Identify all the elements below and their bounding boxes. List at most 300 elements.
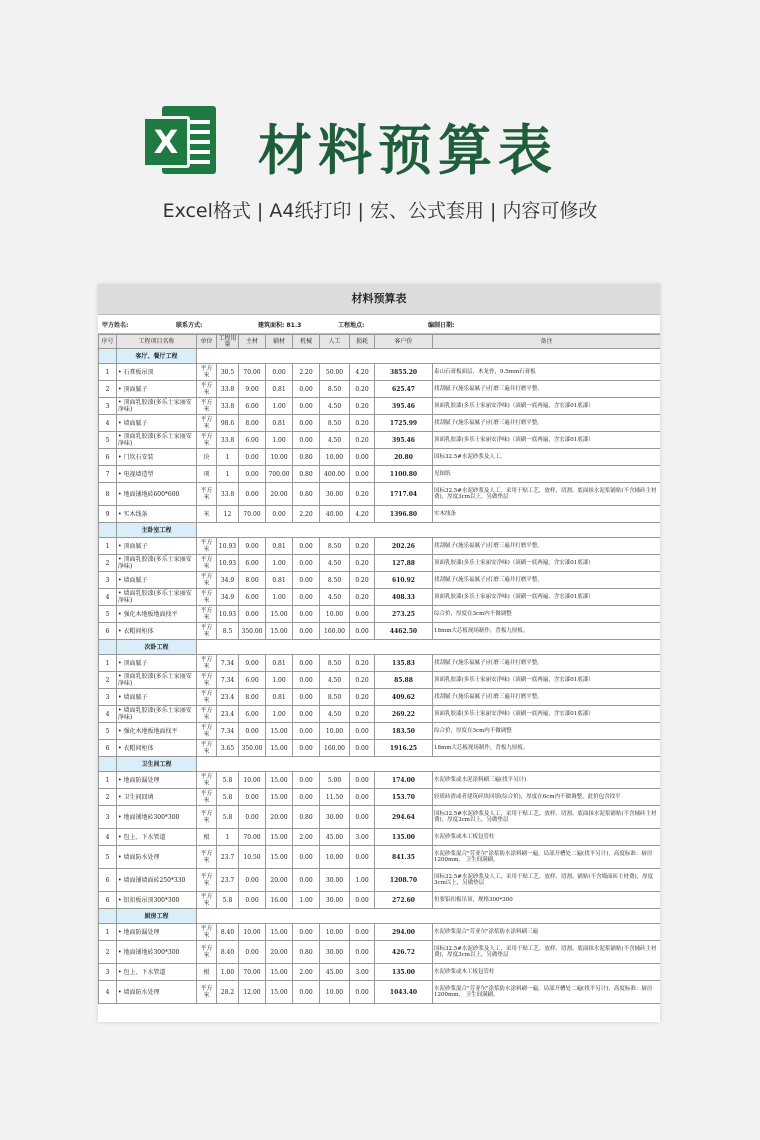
table-cell: 找刮腻子(施乐福腻子)打磨三遍并打磨平整。: [433, 381, 661, 398]
table-cell: 350.00: [239, 740, 266, 757]
table-cell: 0.00: [239, 449, 266, 466]
table-cell: 395.46: [375, 398, 433, 415]
section-title: 主卧室工程: [117, 523, 197, 538]
table-cell: 6.00: [239, 706, 266, 723]
table-cell: 33.8: [217, 432, 239, 449]
table-cell: 6.00: [239, 589, 266, 606]
table-cell: 平方米: [197, 672, 217, 689]
table-cell: 12.00: [239, 981, 266, 1004]
section-title: 卫生间工程: [117, 757, 197, 772]
column-header: 损耗: [350, 335, 375, 349]
table-cell: 4.20: [350, 506, 375, 523]
table-cell: 1916.25: [375, 740, 433, 757]
section-title: 次卧工程: [117, 640, 197, 655]
table-cell: 0.20: [350, 381, 375, 398]
table-cell: 294.64: [375, 806, 433, 829]
table-cell: 0.00: [239, 483, 266, 506]
table-cell: 0.80: [293, 483, 320, 506]
table-cell: 平方米: [197, 589, 217, 606]
table-cell: 15.00: [266, 606, 293, 623]
table-cell: 8.00: [239, 689, 266, 706]
table-cell: 30.00: [320, 806, 350, 829]
table-cell: 10.00: [320, 606, 350, 623]
table-row: [99, 706, 661, 723]
spreadsheet-preview: [98, 284, 660, 1022]
table-cell: 水泥砂浆或木工板包管柱: [433, 829, 661, 846]
table-cell: 2: [99, 381, 117, 398]
table-cell: 0.00: [239, 723, 266, 740]
table-cell: 块: [197, 449, 217, 466]
table-cell: 泰山石膏板面层，木龙骨，9.5mm石膏板: [433, 364, 661, 381]
table-row: [99, 892, 661, 909]
table-cell: 28.2: [217, 981, 239, 1004]
table-cell: 0.81: [266, 689, 293, 706]
table-cell: 0.20: [350, 672, 375, 689]
table-cell: 6: [99, 740, 117, 757]
table-row: [99, 672, 661, 689]
table-cell: 3: [99, 572, 117, 589]
table-cell: 15.00: [266, 723, 293, 740]
table-cell: 1.00: [266, 432, 293, 449]
table-row: [99, 846, 661, 869]
table-cell: 恒要铝扣板吊顶，规格300*300: [433, 892, 661, 909]
table-row: [99, 555, 661, 572]
table-cell: 0.20: [350, 432, 375, 449]
table-cell: 水泥砂浆混合"劳亚尔"涂浆防水涂料刷一遍，局部开槽处二遍(找平另计)，高度标准：厨房1200mm， 卫生间满刷。: [433, 846, 661, 869]
section-spacer: [99, 523, 117, 538]
table-cell: • 墙面防水处理: [117, 846, 197, 869]
table-row: [99, 398, 661, 415]
section-spacer: [99, 349, 117, 364]
table-cell: 5.8: [217, 892, 239, 909]
table-cell: 综合价，厚度在3cm内不做调整: [433, 723, 661, 740]
table-cell: 8.5: [217, 623, 239, 640]
table-cell: 找刮腻子(施乐福腻子)打磨三遍并打磨平整。: [433, 655, 661, 672]
table-cell: 1: [217, 449, 239, 466]
table-cell: 10.00: [239, 924, 266, 941]
table-body: [99, 349, 661, 1004]
table-cell: • 地面防漏处理: [117, 924, 197, 941]
table-cell: 0.81: [266, 538, 293, 555]
table-cell: 2.00: [293, 964, 320, 981]
table-cell: 15.00: [266, 846, 293, 869]
table-cell: 0.00: [293, 606, 320, 623]
table-cell: 18mm大芯板现场制作，背板九厘板。: [433, 623, 661, 640]
table-cell: 8.50: [320, 381, 350, 398]
table-cell: 9.00: [239, 538, 266, 555]
table-cell: 平方米: [197, 364, 217, 381]
table-cell: 0.00: [239, 789, 266, 806]
section-filler: [197, 909, 661, 924]
table-cell: 3: [99, 689, 117, 706]
table-cell: • 顶面腻子: [117, 381, 197, 398]
table-cell: 平方米: [197, 924, 217, 941]
table-cell: 4.20: [350, 364, 375, 381]
table-cell: 3.65: [217, 740, 239, 757]
table-cell: 0.20: [350, 655, 375, 672]
table-cell: • 墙面腻子: [117, 572, 197, 589]
table-cell: • 地面铺地砖300*300: [117, 806, 197, 829]
table-cell: • 铝扣板吊顶300*300: [117, 892, 197, 909]
table-cell: 顶面乳胶漆(多乐士家丽安净味)（滚刷一底两遍，含宏漆01底漆）: [433, 555, 661, 572]
table-cell: • 顶面腻子: [117, 655, 197, 672]
table-row: [99, 381, 661, 398]
table-cell: 平方米: [197, 623, 217, 640]
table-cell: 综合价，厚度在3cm内不做调整: [433, 606, 661, 623]
area-label: 建筑面积: 81.3: [258, 322, 302, 329]
page-subtitle: Excel格式 | A4纸打印 | 宏、公式套用 | 内容可修改: [162, 200, 598, 222]
table-cell: 85.88: [375, 672, 433, 689]
table-cell: 5: [99, 723, 117, 740]
page-title: 材料预算表: [258, 118, 558, 182]
section-filler: [197, 757, 661, 772]
section-spacer: [99, 909, 117, 924]
table-row: [99, 964, 661, 981]
table-cell: • 包上、下水管道: [117, 964, 197, 981]
table-cell: 0.81: [266, 381, 293, 398]
table-row: [99, 506, 661, 523]
table-cell: 40.00: [320, 506, 350, 523]
table-cell: 50.00: [320, 364, 350, 381]
table-cell: 0.00: [239, 806, 266, 829]
table-cell: 23.7: [217, 846, 239, 869]
table-cell: 272.60: [375, 892, 433, 909]
table-row: [99, 572, 661, 589]
table-cell: 4: [99, 981, 117, 1004]
column-header: 机械: [293, 335, 320, 349]
table-cell: 国标32.5#水泥砂浆及人工，采用干贴工艺，放样、切割、底面抹水泥浆铺贴(不含辅砖主材费)，厚度3cm以上，另做垫层: [433, 941, 661, 964]
table-cell: 174.00: [375, 772, 433, 789]
table-row: [99, 740, 661, 757]
table-cell: 15.00: [266, 740, 293, 757]
table-cell: 8.50: [320, 689, 350, 706]
table-cell: 平方米: [197, 555, 217, 572]
table-cell: 顶面乳胶漆(多乐士家丽安净味)（滚刷一底两遍，含宏漆01底漆）: [433, 706, 661, 723]
table-cell: 国标32.5#水泥砂浆及人工。: [433, 449, 661, 466]
table-cell: 0.00: [293, 846, 320, 869]
table-cell: 1.00: [266, 672, 293, 689]
table-cell: 9: [99, 506, 117, 523]
table-cell: 7.34: [217, 672, 239, 689]
table-cell: 23.4: [217, 689, 239, 706]
table-cell: 平方米: [197, 806, 217, 829]
table-cell: 0.81: [266, 655, 293, 672]
table-cell: 1: [217, 829, 239, 846]
table-cell: 135.00: [375, 964, 433, 981]
table-cell: 153.70: [375, 789, 433, 806]
table-cell: 0.00: [293, 924, 320, 941]
table-cell: 408.33: [375, 589, 433, 606]
table-cell: 0.20: [350, 483, 375, 506]
table-cell: 平方米: [197, 740, 217, 757]
table-cell: 0.00: [350, 606, 375, 623]
table-row: [99, 432, 661, 449]
section-title: 厨房工程: [117, 909, 197, 924]
table-cell: • 墙面腻子: [117, 415, 197, 432]
table-cell: 平方米: [197, 892, 217, 909]
table-cell: 平方米: [197, 941, 217, 964]
table-cell: 30.5: [217, 364, 239, 381]
table-cell: 1: [99, 924, 117, 941]
table-cell: 10.00: [320, 723, 350, 740]
table-cell: 8.00: [239, 572, 266, 589]
table-cell: 4: [99, 706, 117, 723]
table-cell: 0.00: [293, 381, 320, 398]
table-cell: 70.00: [239, 506, 266, 523]
table-cell: • 卫生间回填: [117, 789, 197, 806]
table-cell: 0.20: [350, 689, 375, 706]
table-row: [99, 623, 661, 640]
table-cell: 135.00: [375, 829, 433, 846]
table-cell: 国标32.5#水泥砂浆及人工，采用干贴工艺，放样、切割、底面抹水泥浆铺贴(不含辅砖主材费)，厚度3cm以上，另做垫层: [433, 806, 661, 829]
section-spacer: [99, 757, 117, 772]
table-cell: 4.50: [320, 398, 350, 415]
table-cell: 269.22: [375, 706, 433, 723]
section-title: 客厅、餐厅工程: [117, 349, 197, 364]
table-cell: 1043.40: [375, 981, 433, 1004]
section-filler: [197, 640, 661, 655]
table-cell: 8.00: [239, 415, 266, 432]
table-cell: 0.00: [350, 449, 375, 466]
table-cell: 0.00: [293, 655, 320, 672]
table-cell: 4: [99, 829, 117, 846]
table-cell: 1.00: [293, 892, 320, 909]
table-cell: • 强化木地板地面找平: [117, 723, 197, 740]
table-cell: 15.00: [266, 772, 293, 789]
table-cell: 7.34: [217, 655, 239, 672]
table-row: [99, 364, 661, 381]
table-cell: 395.46: [375, 432, 433, 449]
table-cell: 20.00: [266, 806, 293, 829]
table-cell: 国标32.5#水泥砂浆及人工，采用干贴工艺，放样、切割、底面抹水泥浆铺贴(不含辅砖主材费)，厚度3cm以上，另做垫层: [433, 483, 661, 506]
table-cell: 20.80: [375, 449, 433, 466]
table-cell: 水泥砂浆或水泥涂料刷三遍(找平另计): [433, 772, 661, 789]
table-cell: 33.8: [217, 381, 239, 398]
table-cell: 2.20: [293, 506, 320, 523]
table-cell: 20.00: [266, 869, 293, 892]
table-cell: 找刮腻子(施乐福腻子)打磨三遍并打磨平整。: [433, 415, 661, 432]
column-header: 工程项目名称: [117, 335, 197, 349]
table-row: [99, 924, 661, 941]
table-cell: 平方米: [197, 981, 217, 1004]
table-cell: 10.00: [320, 846, 350, 869]
table-cell: 5.8: [217, 789, 239, 806]
table-cell: 0.00: [239, 606, 266, 623]
table-cell: 610.92: [375, 572, 433, 589]
section-spacer: [99, 640, 117, 655]
table-cell: 1: [99, 538, 117, 555]
table-cell: 0.00: [293, 789, 320, 806]
table-cell: 10.93: [217, 606, 239, 623]
table-cell: 70.00: [239, 829, 266, 846]
table-cell: 15.00: [266, 789, 293, 806]
table-cell: 6.00: [239, 398, 266, 415]
table-cell: 5.00: [320, 772, 350, 789]
table-cell: • 石膏板吊顶: [117, 364, 197, 381]
table-cell: 5: [99, 606, 117, 623]
table-cell: 平方米: [197, 432, 217, 449]
column-header: 客户价: [375, 335, 433, 349]
table-cell: 10.00: [239, 772, 266, 789]
banner: [0, 0, 760, 260]
table-cell: 4.50: [320, 589, 350, 606]
section-filler: [197, 349, 661, 364]
table-cell: 平方米: [197, 606, 217, 623]
section-row: [99, 523, 661, 538]
table-cell: 127.88: [375, 555, 433, 572]
table-cell: 160.00: [320, 740, 350, 757]
table-cell: 实木线条: [433, 506, 661, 523]
table-cell: 国标32.5#水泥砂浆及人工，采用干贴工艺，放样、切割、铺贴(不含墙面砖主材费)，厚度3cm以上，另做垫层: [433, 869, 661, 892]
table-cell: 5: [99, 846, 117, 869]
table-cell: 45.00: [320, 964, 350, 981]
table-cell: 0.00: [293, 723, 320, 740]
table-cell: 7: [99, 466, 117, 483]
table-cell: 3: [99, 398, 117, 415]
table-cell: 4: [99, 589, 117, 606]
table-cell: 见图纸: [433, 466, 661, 483]
column-header: 序号: [99, 335, 117, 349]
table-cell: 23.4: [217, 706, 239, 723]
table-cell: 34.9: [217, 572, 239, 589]
table-cell: 0.00: [239, 892, 266, 909]
table-cell: 202.26: [375, 538, 433, 555]
table-cell: 1: [99, 364, 117, 381]
table-cell: 0.00: [350, 941, 375, 964]
section-row: [99, 640, 661, 655]
table-row: [99, 606, 661, 623]
table-cell: 294.00: [375, 924, 433, 941]
table-cell: 轻质砖渣或者建筑碎块回填(综合价)，厚度在6cm内不做调整，此价包含找平: [433, 789, 661, 806]
table-cell: 1.00: [266, 555, 293, 572]
table-cell: 30.00: [320, 869, 350, 892]
table-cell: 6: [99, 869, 117, 892]
table-cell: 平方米: [197, 655, 217, 672]
table-cell: 409.62: [375, 689, 433, 706]
table-cell: • 墙面腻子: [117, 689, 197, 706]
table-cell: 0.00: [293, 981, 320, 1004]
table-row: [99, 981, 661, 1004]
table-cell: 4.50: [320, 555, 350, 572]
table-cell: 10.00: [320, 981, 350, 1004]
table-cell: • 地面防漏处理: [117, 772, 197, 789]
table-cell: 找刮腻子(施乐福腻子)打磨三遍并打磨平整。: [433, 572, 661, 589]
table-cell: 160.00: [320, 623, 350, 640]
table-cell: 20.00: [266, 941, 293, 964]
table-cell: 4.50: [320, 672, 350, 689]
owner-label: 甲方姓名:: [102, 322, 129, 329]
table-cell: 426.72: [375, 941, 433, 964]
table-cell: • 墙面防水处理: [117, 981, 197, 1004]
table-row: [99, 772, 661, 789]
table-cell: 3.00: [350, 964, 375, 981]
table-cell: 8.50: [320, 415, 350, 432]
table-cell: 0.80: [293, 449, 320, 466]
table-cell: 1.00: [266, 398, 293, 415]
table-cell: 10.93: [217, 538, 239, 555]
table-cell: 1: [99, 772, 117, 789]
table-cell: 0.00: [293, 415, 320, 432]
table-cell: 1.00: [266, 706, 293, 723]
table-cell: 0.20: [350, 538, 375, 555]
table-cell: 4: [99, 415, 117, 432]
table-cell: 70.00: [239, 364, 266, 381]
table-cell: 183.50: [375, 723, 433, 740]
table-cell: 平方米: [197, 538, 217, 555]
table-cell: 0.00: [293, 572, 320, 589]
table-cell: 0.00: [350, 924, 375, 941]
table-cell: 2: [99, 789, 117, 806]
table-cell: • 墙面铺墙面砖250*330: [117, 869, 197, 892]
sheet-info-bar: [98, 315, 660, 334]
date-label: 编制日期:: [428, 322, 455, 329]
table-cell: 1.00: [266, 589, 293, 606]
table-cell: 273.25: [375, 606, 433, 623]
table-cell: 0.00: [350, 466, 375, 483]
table-cell: 0.00: [293, 672, 320, 689]
table-cell: 0.20: [350, 555, 375, 572]
table-cell: 0.00: [350, 623, 375, 640]
table-cell: 0.00: [293, 555, 320, 572]
table-row: [99, 589, 661, 606]
table-cell: 6.00: [239, 672, 266, 689]
table-cell: 1396.80: [375, 506, 433, 523]
table-cell: 350.00: [239, 623, 266, 640]
table-cell: 0.00: [350, 981, 375, 1004]
table-cell: 0.00: [293, 706, 320, 723]
table-cell: 15.00: [266, 924, 293, 941]
table-cell: 1100.80: [375, 466, 433, 483]
table-cell: 6: [99, 623, 117, 640]
table-cell: 8.50: [320, 538, 350, 555]
table-cell: 2: [99, 672, 117, 689]
table-cell: • 强化木地板地面找平: [117, 606, 197, 623]
excel-logo-icon: X: [140, 100, 220, 180]
table-cell: 0.00: [350, 846, 375, 869]
column-header: 单位: [197, 335, 217, 349]
table-cell: 3: [99, 964, 117, 981]
table-cell: 0.20: [350, 398, 375, 415]
table-cell: 0.20: [350, 415, 375, 432]
table-header-row: [99, 335, 661, 349]
table-cell: • 电视墙造型: [117, 466, 197, 483]
table-row: [99, 829, 661, 846]
table-cell: 8.50: [320, 655, 350, 672]
table-cell: 1717.04: [375, 483, 433, 506]
column-header: 主材: [239, 335, 266, 349]
table-cell: 平方米: [197, 689, 217, 706]
table-cell: • 顶面乳胶漆(多乐士家丽安净味): [117, 555, 197, 572]
table-row: [99, 806, 661, 829]
table-cell: 20.00: [266, 483, 293, 506]
table-cell: 平方米: [197, 723, 217, 740]
table-cell: 700.00: [266, 466, 293, 483]
table-cell: 根: [197, 829, 217, 846]
table-cell: 平方米: [197, 381, 217, 398]
table-cell: 顶面乳胶漆(多乐士家丽安净味)（滚刷一底两遍，含宏漆01底漆）: [433, 432, 661, 449]
table-cell: 98.6: [217, 415, 239, 432]
table-cell: 2: [99, 555, 117, 572]
table-cell: • 包上、下水管道: [117, 829, 197, 846]
table-cell: 2.20: [293, 364, 320, 381]
table-cell: 15.00: [266, 981, 293, 1004]
table-cell: 10.93: [217, 555, 239, 572]
table-cell: 水泥砂浆混合"劳亚尔"涂浆防水涂料刷一遍，局部开槽处二遍(找平另计)，高度标准：厨房1200mm， 卫生间满刷。: [433, 981, 661, 1004]
table-cell: 顶面乳胶漆(多乐士家丽安净味)（滚刷一底两遍，含宏漆01底漆）: [433, 398, 661, 415]
table-cell: 3855.20: [375, 364, 433, 381]
table-cell: 找刮腻子(施乐福腻子)打磨三遍并打磨平整。: [433, 538, 661, 555]
table-cell: 15.00: [266, 829, 293, 846]
